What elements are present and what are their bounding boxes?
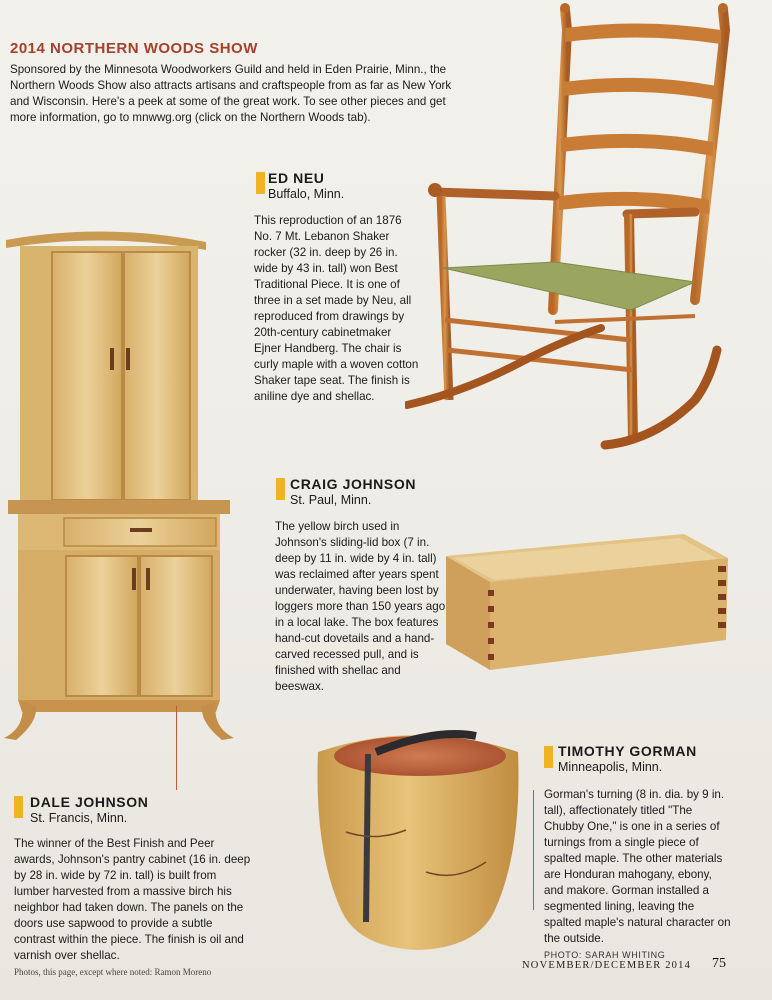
footer-photo-credit: Photos, this page, except where noted: Ramon Moreno [14,967,212,977]
rocking-chair-image [405,0,730,455]
intro-paragraph: Sponsored by the Minnesota Woodworkers Guild and held in Eden Prairie, Minn., the Northern Woods Show also attracts artisans and craftspeople from as far as New York and Wisconsin. Here's a peek at some of the great work. To see other pieces and get more information, go to mnwwg.org (click on the Northern Woods tab). [10,63,452,124]
ed-neu-location: Buffalo, Minn. [268,187,345,201]
sliding-lid-box-image [444,530,730,672]
craig-johnson-accent-bar [276,478,285,500]
timothy-gorman-name: TIMOTHY GORMAN [558,743,697,759]
timothy-gorman-description: Gorman's turning (8 in. dia. by 9 in. tall), affectionately titled "The Chubby One," is one in a series of turnings from a single piece of spalted maple. The other materials are Honduran mahogany, ebony, and makore. Gorman installed a segmented lining, leaving the spalted maple's natural character on the outside. [544,788,731,945]
dale-johnson-name: DALE JOHNSON [30,794,149,810]
ed-neu-accent-bar [256,172,265,194]
vessel-leader-line [533,790,534,910]
page-number: 75 [712,956,726,971]
photo-credit: PHOTO: SARAH WHITING [544,950,666,960]
section-title: 2014 NORTHERN WOODS SHOW [10,40,258,57]
craig-johnson-location: St. Paul, Minn. [290,493,372,507]
ed-neu-description: This reproduction of an 1876 No. 7 Mt. Lebanon Shaker rocker (32 in. deep by 26 in. wide by 43 in. tall) won Best Traditional Piece. It is one of three in a set made by Neu, all reproduced from drawings by 20th-century cabinetmaker Ejner Handberg. The chair is curly maple with a woven cotton Shaker tape seat. The finish is aniline dye and shellac. [254,214,419,403]
timothy-gorman-accent-bar [544,746,553,768]
pantry-cabinet-image [2,222,236,742]
timothy-gorman-location: Minneapolis, Minn. [558,760,663,774]
dale-johnson-accent-bar [14,796,23,818]
timothy-gorman-text-block [544,787,734,960]
craig-johnson-description: The yellow birch used in Johnson's sliding-lid box (7 in. deep by 11 in. wide by 4 in. tall) was reclaimed after years spent underwater, having been lost by loggers more than 150 years ago in a local lake. The box features hand-cut dovetails and a hand-carved recessed pull, and is finished with shellac and beeswax. [275,520,446,693]
cabinet-leader-line [176,706,177,790]
dale-johnson-description: The winner of the Best Finish and Peer awards, Johnson's pantry cabinet (16 in. deep by 28 in. wide by 72 in. tall) is built from lumber harvested from a massive birch his neighbor had taken down. The panels on the doors use sapwood to provide a subtle contrast within the piece. The finish is oil and varnish over shellac. [14,837,251,962]
ed-neu-name: ED NEU [268,170,325,186]
turned-vessel-image [316,722,520,956]
issue-date: NOVEMBER/DECEMBER 2014 [522,960,692,971]
craig-johnson-name: CRAIG JOHNSON [290,476,417,492]
dale-johnson-location: St. Francis, Minn. [30,811,128,825]
